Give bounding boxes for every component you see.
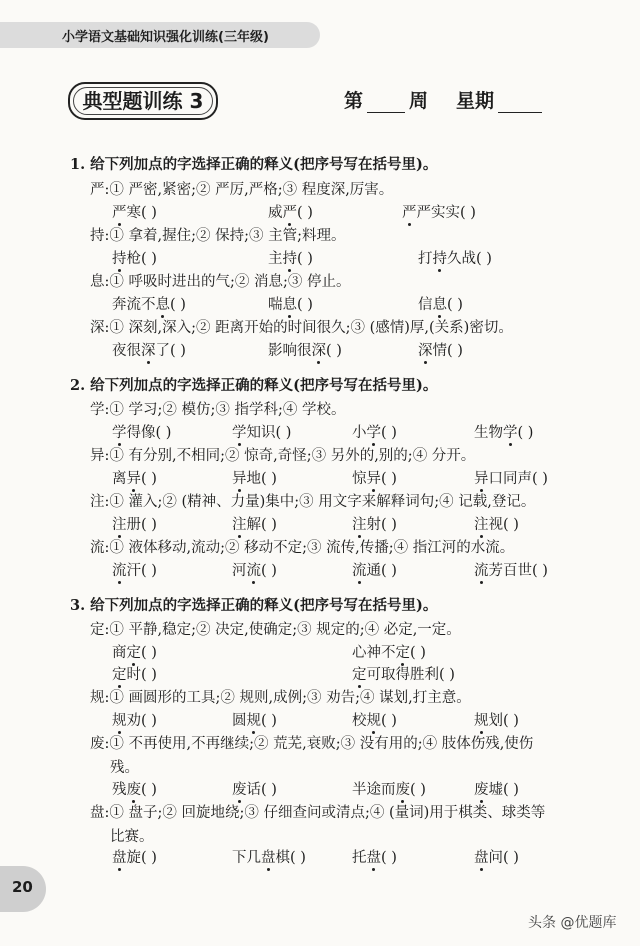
definition-line: 盘:① 盘子;② 回旋地绕;③ 仔细查问或清点;④ (量词)用于棋类、球类等: [90, 805, 546, 821]
word-suffix-with-blank: ( ): [141, 471, 157, 487]
week-number-blank[interactable]: [367, 90, 405, 113]
dotted-character: 息: [432, 297, 447, 313]
word-answer-item[interactable]: [232, 780, 277, 800]
definition-line: 严:① 严密,紧密;② 严厉,严格;③ 程度深,厉害。: [90, 182, 394, 198]
word-answer-item[interactable]: [232, 848, 306, 868]
dotted-character: 严: [402, 205, 417, 221]
word-answer-item[interactable]: [268, 203, 313, 223]
dotted-character: 流: [246, 563, 261, 579]
definition-line: 废:① 不再使用,不再继续;② 荒芜,衰败;③ 没有用的;④ 肢体伤残,使伤: [90, 736, 534, 752]
word-suffix-with-blank: 通( ): [366, 563, 397, 579]
word-prefix: 威: [268, 205, 283, 221]
definition-line: 持:① 拿着,握住;② 保持;③ 主管;料理。: [90, 228, 346, 244]
page-number-tab: [0, 866, 46, 912]
word-answer-item[interactable]: [112, 341, 186, 361]
word-prefix: 生物: [474, 425, 503, 441]
word-suffix-with-blank: 问( ): [488, 850, 519, 866]
word-answer-item[interactable]: [352, 423, 397, 443]
word-suffix-with-blank: 久战( ): [447, 251, 492, 267]
week-field: [344, 86, 542, 113]
word-suffix-with-blank: 芳百世( ): [488, 563, 548, 579]
word-answer-item[interactable]: [232, 711, 277, 731]
word-suffix-with-blank: ( ): [381, 850, 397, 866]
dotted-character: 学: [366, 425, 381, 441]
dotted-character: 持: [432, 251, 447, 267]
week-mid: 周: [409, 90, 429, 112]
dotted-character: 异: [232, 471, 247, 487]
word-suffix-with-blank: 墟( ): [488, 782, 519, 798]
word-suffix-with-blank: 旋( ): [126, 850, 157, 866]
dotted-character: 流: [474, 563, 489, 579]
word-answer-item[interactable]: [112, 643, 157, 663]
dotted-character: 规: [366, 713, 381, 729]
word-suffix-with-blank: 册( ): [126, 517, 157, 533]
word-suffix-with-blank: ( ): [170, 297, 186, 313]
word-prefix: 下几: [232, 850, 261, 866]
dotted-character: 定: [352, 667, 367, 683]
dotted-character: 深: [141, 343, 156, 359]
definition-line: 流:① 液体移动,流动;② 移动不定;③ 流传,传播;④ 指江河的水流。: [90, 540, 515, 556]
dotted-character: 严: [282, 205, 297, 221]
word-prefix: 惊: [352, 471, 367, 487]
dotted-character: 注: [352, 517, 367, 533]
dotted-character: 定: [395, 645, 410, 661]
word-prefix: 小: [352, 425, 367, 441]
dotted-character: 盘: [112, 850, 127, 866]
word-suffix-with-blank: ( ): [517, 425, 534, 441]
word-prefix: 打: [418, 251, 433, 267]
dotted-character: 废: [232, 782, 247, 798]
word-answer-item[interactable]: [268, 249, 313, 269]
word-answer-item[interactable]: [268, 341, 342, 361]
definition-line: 注:① 灌入;② (精神、力量)集中;③ 用文字来解释词句;④ 记载,登记。: [90, 494, 536, 510]
word-suffix-with-blank: ( ): [381, 425, 397, 441]
week-prefix: 第: [344, 90, 364, 112]
word-suffix-with-blank: ( ): [261, 563, 277, 579]
word-prefix: 信: [418, 297, 433, 313]
dotted-character: 定: [112, 667, 127, 683]
word-suffix-with-blank: 汗( ): [126, 563, 157, 579]
definition-line: 比赛。: [110, 829, 154, 845]
word-suffix-with-blank: 视( ): [488, 517, 519, 533]
word-answer-item[interactable]: [268, 295, 313, 315]
word-suffix-with-blank: ( ): [141, 645, 157, 661]
word-answer-item[interactable]: [418, 341, 463, 361]
word-suffix-with-blank: ( ): [410, 645, 426, 661]
word-prefix: 托: [352, 850, 367, 866]
word-prefix: 影响很: [268, 343, 312, 359]
dotted-character: 流: [352, 563, 367, 579]
definition-line: 规:① 画圆形的工具;② 规则,成例;③ 劝告;④ 谋划,打主意。: [90, 690, 471, 706]
question-heading: 1. 给下列加点的字选择正确的释义(把序号写在括号里)。: [70, 156, 438, 173]
section-title: 典型题训练 3: [82, 89, 204, 113]
word-answer-item[interactable]: [232, 469, 277, 489]
question-heading: 3. 给下列加点的字选择正确的释义(把序号写在括号里)。: [70, 597, 438, 614]
word-suffix-with-blank: ( ): [141, 782, 157, 798]
word-suffix-with-blank: ( ): [381, 713, 397, 729]
dotted-character: 规: [474, 713, 489, 729]
word-suffix-with-blank: 得像( ): [126, 425, 172, 441]
definition-line: 深:① 深刻,深入;② 距离开始的时间很久;③ (感情)厚,(关系)密切。: [90, 320, 513, 336]
word-suffix-with-blank: 话( ): [246, 782, 277, 798]
word-suffix-with-blank: ( ): [297, 251, 313, 267]
word-answer-item[interactable]: [474, 423, 533, 443]
dotted-character: 异: [366, 471, 381, 487]
word-prefix: 校: [352, 713, 367, 729]
dotted-character: 持: [282, 251, 297, 267]
word-suffix-with-blank: 知识( ): [246, 425, 292, 441]
word-suffix-with-blank: ( ): [381, 471, 397, 487]
dotted-character: 盘: [366, 850, 381, 866]
word-suffix-with-blank: 寒( ): [126, 205, 157, 221]
definition-line: 定:① 平静,稳定;② 决定,使确定;③ 规定的;④ 必定,一定。: [90, 622, 461, 638]
dotted-character: 废: [395, 782, 410, 798]
word-suffix-with-blank: ( ): [447, 297, 463, 313]
dotted-character: 定: [126, 645, 141, 661]
dotted-character: 盘: [474, 850, 489, 866]
word-prefix: 残: [112, 782, 127, 798]
word-answer-item[interactable]: [352, 665, 455, 685]
word-suffix-with-blank: ( ): [410, 782, 426, 798]
definition-line: 异:① 有分别,不相同;② 惊奇,奇怪;③ 另外的,别的;④ 分开。: [90, 448, 476, 464]
word-suffix-with-blank: 划( ): [488, 713, 519, 729]
word-suffix-with-blank: 口同声( ): [488, 471, 548, 487]
word-answer-item[interactable]: [352, 643, 426, 663]
dotted-character: 废: [474, 782, 489, 798]
dotted-character: 深: [418, 343, 433, 359]
dotted-character: 学: [232, 425, 247, 441]
watermark: 头条 @优题库: [528, 915, 617, 931]
word-answer-item[interactable]: [352, 780, 426, 800]
definition-line: 学:① 学习;② 模仿;③ 指学科;④ 学校。: [90, 402, 346, 418]
word-answer-item[interactable]: [112, 780, 157, 800]
word-prefix: 商: [112, 645, 127, 661]
word-prefix: 主: [268, 251, 283, 267]
word-suffix-with-blank: 可取得胜利( ): [366, 667, 455, 683]
word-answer-item[interactable]: [352, 848, 397, 868]
word-suffix-with-blank: 解( ): [246, 517, 277, 533]
dotted-character: 规: [112, 713, 127, 729]
word-prefix: 奔流不: [112, 297, 156, 313]
dotted-character: 学: [503, 425, 518, 441]
word-answer-item[interactable]: [112, 423, 171, 443]
word-suffix-with-blank: ( ): [297, 205, 313, 221]
dotted-character: 深: [311, 343, 326, 359]
word-prefix: 河: [232, 563, 247, 579]
word-suffix-with-blank: ( ): [297, 297, 313, 313]
word-answer-item[interactable]: [112, 295, 186, 315]
word-answer-item[interactable]: [474, 515, 519, 535]
word-answer-item[interactable]: [112, 711, 157, 731]
word-suffix-with-blank: 棋( ): [275, 850, 306, 866]
weekday-blank[interactable]: [498, 90, 542, 113]
word-answer-item[interactable]: [402, 203, 476, 223]
word-answer-item[interactable]: [352, 515, 397, 535]
word-answer-item[interactable]: [474, 780, 519, 800]
dotted-character: 注: [112, 517, 127, 533]
word-suffix-with-blank: ( ): [326, 343, 342, 359]
dotted-character: 持: [112, 251, 127, 267]
word-answer-item[interactable]: [112, 561, 157, 581]
weekday-label: 星期: [456, 90, 495, 112]
word-answer-item[interactable]: [232, 515, 277, 535]
word-answer-item[interactable]: [474, 561, 548, 581]
dotted-character: 废: [126, 782, 141, 798]
word-suffix-with-blank: 了( ): [155, 343, 186, 359]
dotted-character: 注: [232, 517, 247, 533]
dotted-character: 异: [474, 471, 489, 487]
dotted-character: 学: [112, 425, 127, 441]
dotted-character: 流: [112, 563, 127, 579]
dotted-character: 注: [474, 517, 489, 533]
word-answer-item[interactable]: [474, 711, 519, 731]
word-answer-item[interactable]: [418, 295, 463, 315]
word-suffix-with-blank: 严实实( ): [416, 205, 476, 221]
dotted-character: 严: [112, 205, 127, 221]
word-answer-item[interactable]: [474, 848, 519, 868]
word-suffix-with-blank: 劝( ): [126, 713, 157, 729]
word-prefix: 半途而: [352, 782, 396, 798]
word-prefix: 夜很: [112, 343, 141, 359]
word-answer-item[interactable]: [352, 469, 397, 489]
word-suffix-with-blank: 情( ): [432, 343, 463, 359]
word-suffix-with-blank: 枪( ): [126, 251, 157, 267]
word-answer-item[interactable]: [352, 711, 397, 731]
dotted-character: 盘: [261, 850, 276, 866]
word-suffix-with-blank: 地( ): [246, 471, 277, 487]
dotted-character: 息: [155, 297, 170, 313]
word-answer-item[interactable]: [232, 561, 277, 581]
definition-line: 残。: [110, 760, 139, 776]
dotted-character: 规: [246, 713, 261, 729]
word-answer-item[interactable]: [232, 423, 291, 443]
word-answer-item[interactable]: [112, 203, 157, 223]
word-suffix-with-blank: 射( ): [366, 517, 397, 533]
word-prefix: 离: [112, 471, 127, 487]
word-answer-item[interactable]: [418, 249, 492, 269]
word-prefix: 心神不: [352, 645, 396, 661]
book-title: 小学语文基础知识强化训练(三年级): [62, 30, 269, 45]
word-prefix: 喘: [268, 297, 283, 313]
page-number: 20: [12, 878, 33, 896]
word-suffix-with-blank: ( ): [261, 713, 277, 729]
word-suffix-with-blank: 时( ): [126, 667, 157, 683]
question-heading: 2. 给下列加点的字选择正确的释义(把序号写在括号里)。: [70, 377, 438, 394]
dotted-character: 息: [282, 297, 297, 313]
word-answer-item[interactable]: [474, 469, 548, 489]
dotted-character: 异: [126, 471, 141, 487]
word-answer-item[interactable]: [112, 515, 157, 535]
word-answer-item[interactable]: [112, 848, 157, 868]
word-prefix: 圆: [232, 713, 247, 729]
section-title-box: [68, 82, 218, 120]
word-answer-item[interactable]: [352, 561, 397, 581]
word-answer-item[interactable]: [112, 249, 157, 269]
definition-line: 息:① 呼吸时进出的气;② 消息;③ 停止。: [90, 274, 351, 290]
word-answer-item[interactable]: [112, 665, 157, 685]
word-answer-item[interactable]: [112, 469, 157, 489]
